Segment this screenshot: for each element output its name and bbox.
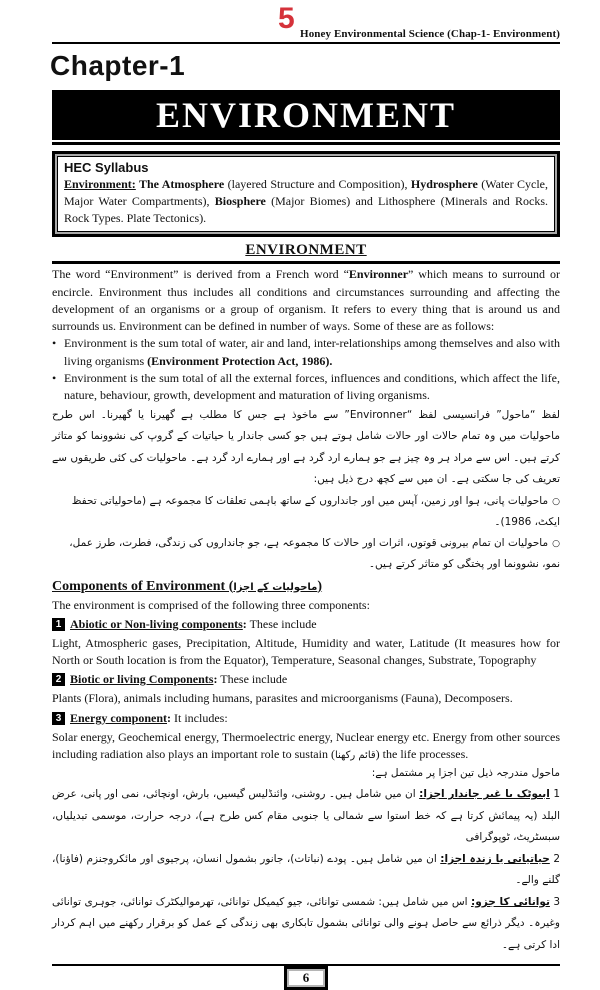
urdu-item-2-body: ان میں شامل ہیں۔ پودے (نباتات)، جانور بشمول انسان، پرجیوی اور مائکروجنزم (فاؤنا)، گلنے والے۔ — [52, 852, 560, 887]
component-item-3-heading — [52, 709, 560, 727]
component-2-title: Biotic or living Components — [70, 672, 214, 687]
component-item-3-body — [52, 729, 560, 764]
component-item-2-body: Plants (Flora), animals including humans, parasites and microorganisms (Fauna), Decomposers. — [52, 691, 513, 706]
components-heading-ur: ماحولیات کے اجزا — [233, 581, 318, 593]
urdu-bullet-2-text: ماحولیات ان تمام بیرونی قوتوں، اثرات اور حالات کا مجموعہ ہے، جو جانداروں کی زندگی، فطرت، طرز عمل، نمو، نشوونما اور پختگی کو متاثر کرتے ہیں۔ — [69, 536, 560, 570]
component-3-colon: : — [167, 710, 171, 725]
urdu-definition-bullet-2 — [52, 533, 560, 575]
bullet1-act-ref: (Environment Protection Act, 1986). — [147, 353, 333, 368]
urdu-definition-bullet-1 — [52, 491, 560, 533]
hec-syllabus-heading: HEC Syllabus — [64, 160, 149, 175]
intro-paragraph — [52, 266, 560, 335]
component-3-title: Energy component — [70, 710, 167, 725]
components-heading-en: Components of Environment ( — [52, 578, 234, 594]
running-header-title: Honey Environmental Science (Chap-1- Environment) — [300, 28, 560, 40]
components-intro: The environment is comprised of the following three components: — [52, 597, 370, 612]
component-1-title: Abiotic or Non-living components — [70, 616, 243, 631]
syllabus-rest: (Major Biomes) and Lithosphere (Minerals and Rocks. Rock Types. Plate Tectonics). — [64, 193, 548, 225]
definition-bullet-2 — [52, 370, 560, 405]
urdu-item-2-title: حیاتیاتی یا زندہ اجزا: — [440, 852, 550, 865]
syllabus-hydrosphere: Hydrosphere — [410, 177, 478, 191]
syllabus-atmosphere: The Atmosphere — [135, 177, 225, 191]
banner-rule — [52, 142, 560, 145]
component-2-after: These include — [217, 672, 288, 687]
urdu-item-1-number: 1 — [553, 788, 561, 801]
definition-bullet-1 — [52, 335, 560, 370]
handwritten-page-number: 5 — [278, 2, 295, 35]
number-badge-3: 3 — [52, 712, 65, 725]
section-heading — [52, 242, 560, 259]
urdu-components-intro: ماحول مندرجہ ذیل تین اجزا پر مشتمل ہے: — [371, 767, 560, 780]
section-rule — [52, 261, 560, 264]
urdu-item-3-number: 3 — [553, 895, 561, 908]
urdu-item-2-number: 2 — [553, 852, 560, 865]
component-2-colon: : — [213, 672, 218, 687]
number-badge-2: 2 — [52, 673, 65, 686]
definition-bullet-1-text — [64, 335, 560, 370]
intro-seg3: ” which means to surround or encircle. Environment thus includes all conditions and circumstances surrounding and affecting the development of an organisms or a group of organism. It refers to every thing that is around us and surrounds us. Environment can be defined in number of ways. Some of these are as follows: — [52, 267, 560, 334]
circle-bullet-icon: ○ — [552, 496, 560, 507]
page-header — [52, 2, 560, 44]
syllabus-atmo-detail: (layered Structure and Composition), — [224, 177, 411, 191]
page-footer — [52, 964, 560, 990]
chapter-banner — [52, 90, 560, 140]
intro-environner: Environner — [348, 267, 409, 282]
component-item-2-heading — [52, 670, 560, 688]
component-3-body-seg1: Solar energy, Geochemical energy, Thermoelectric energy, Nuclear energy etc. Energy from other sources including radiation also plays an important role to sustain ( — [52, 729, 560, 761]
hec-syllabus-text — [64, 176, 548, 226]
components-heading-close: ) — [317, 578, 323, 594]
bullet-icon: • — [52, 370, 57, 385]
chapter-title: Chapter-1 — [50, 50, 186, 81]
urdu-item-3-title: توانائی کا جزو: — [471, 895, 550, 908]
intro-seg1: The word “Environment” is derived from a French word “ — [52, 267, 349, 282]
urdu-intro-paragraph: لفظ “ماحول” فرانسیسی لفظ “Environner” سے ماخوذ ہے جس کا مطلب ہے گھیرنا یا گھیرنا۔ اس طرح ماحولیات میں وہ تمام حالات اور حالات شامل ہوتے ہیں جو کسی جاندار یا حیاتیات کے گروپ کی نشوونما کو متاثر کرتے ہیں۔ اس سے مراد ہر وہ چیز ہے جو ہمارے ارد گرد ہے اور ہمارے ارد گرد ہے۔ ماحولیات کی کئی طریقوں سے تعریف کی جا سکتی ہے۔ ان میں سے کچھ درج ذیل ہیں: — [52, 408, 560, 486]
syllabus-env-label: Environment: — [64, 177, 136, 191]
bullet-icon: • — [52, 336, 57, 351]
component-3-urdu-gloss: قائم رکھنا — [334, 749, 376, 761]
component-item-1-heading — [52, 615, 560, 633]
section-heading-text: ENVIRONMENT — [245, 242, 367, 259]
bullet1-seg1: Environment is the sum total of water, air and land, inter-relationships among themselves and also with living organisms — [64, 336, 560, 368]
syllabus-hydro-detail: (Water Cycle, Major Water Compartments), — [64, 177, 548, 208]
component-3-after: It includes: — [171, 710, 228, 725]
urdu-bullet-1-text: ماحولیات پانی، ہوا اور زمین، آپس میں اور جانداروں کے ساتھ باہمی تعلقات کا مجموعہ ہے (ماحولیاتی تحفظ ایکٹ، 1986)۔ — [71, 494, 560, 528]
components-heading-text — [52, 579, 322, 594]
page-number-box: 6 — [284, 966, 328, 990]
urdu-component-item-2 — [52, 849, 560, 892]
number-badge-1: 1 — [52, 618, 65, 631]
component-1-colon: : — [242, 616, 247, 631]
urdu-item-1-title: ابیوٹک یا غیر جاندار اجزا: — [419, 788, 550, 801]
definition-bullet-2-text: Environment is the sum total of all the external forces, influences and conditions, which affect the life, nature, behaviour, growth, development and maturation of living organisms. — [64, 370, 560, 403]
syllabus-biosphere: Biosphere — [214, 193, 266, 208]
circle-bullet-icon: ○ — [552, 538, 560, 549]
urdu-component-item-3 — [52, 892, 560, 957]
component-3-body-seg2: ) the life processes. — [375, 746, 469, 761]
component-item-1-body: Light, Atmospheric gases, Precipitation, Altitude, Humidity and water, Latitude (It measures how for North or South location is from the Equator), Temperature, Seasonal changes, Substrate, Topography — [52, 635, 560, 668]
component-1-after: These include — [246, 616, 317, 631]
components-heading — [52, 579, 560, 595]
banner-title: ENVIRONMENT — [155, 95, 456, 135]
urdu-item-1-body: ان میں شامل ہیں۔ روشنی، وائنڈلیس گیسیں، بارش، اونچائی، نمی اور پانی، عرض البلد (یہ پیمائش کرتا ہے کہ خط استوا سے شمالی یا جنوبی مقام کس طرح ہے)، درجہ حرارت، موسمی تبدیلیاں، سبسٹریٹ، ٹوپوگرافی — [52, 788, 560, 844]
urdu-item-3-body: اس میں شامل ہیں: شمسی توانائی، جیو کیمیکل توانائی، تھرموالیکٹرک توانائی، جوہری توانائی وغیرہ۔ دیگر ذرائع سے حاصل ہونے والی توانائی بشمول تابکاری بھی زندگی کے عمل کو برقرار رکھنے میں اہم کردار ادا کرتی ہے۔ — [52, 895, 560, 951]
urdu-component-item-1 — [52, 784, 560, 849]
hec-syllabus-box — [52, 151, 560, 237]
